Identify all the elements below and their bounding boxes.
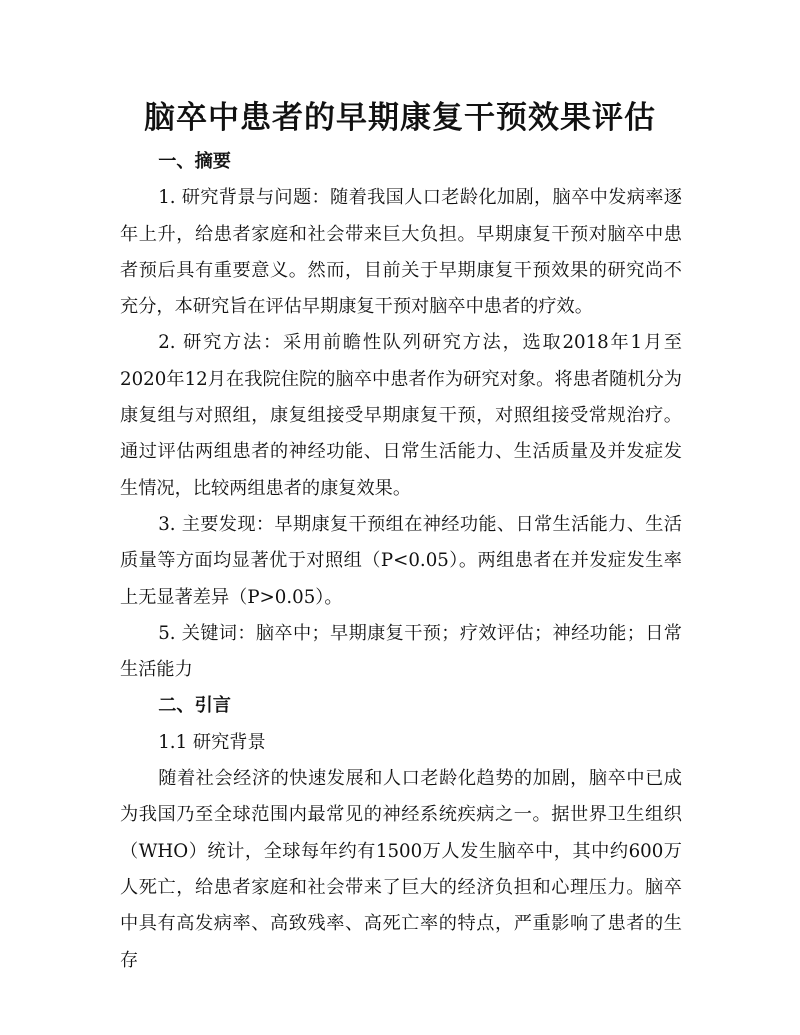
abstract-item-methods: 2. 研究方法：采用前瞻性队列研究方法，选取2018年1月至2020年12月在我院住院的脑卒中患者作为研究对象。将患者随机分为康复组与对照组，康复组接受早期康复干预，对照组接受常规治疗。通过评估两组患者的神经功能、日常生活能力、生活质量及并发症发生情况，比较两组患者的康复效果。 <box>120 332 682 499</box>
abstract-item-keywords: 5. 关键词：脑卒中；早期康复干预；疗效评估；神经功能；日常生活能力 <box>120 622 682 681</box>
section-heading-abstract: 一、摘要 <box>158 151 231 172</box>
document-body <box>120 144 682 979</box>
abstract-item-findings: 3. 主要发现：早期康复干预组在神经功能、日常生活能力、生活质量等方面均显著优于对照组（P<0.05）。两组患者在并发症发生率上无显著差异（P>0.05）。 <box>120 513 682 608</box>
abstract-item-background: 1. 研究背景与问题：随着我国人口老龄化加剧，脑卒中发病率逐年上升，给患者家庭和社会带来巨大负担。早期康复干预对脑卒中患者预后具有重要意义。然而，目前关于早期康复干预效果的研究尚不充分，本研究旨在评估早期康复干预对脑卒中患者的疗效。 <box>120 187 682 318</box>
introduction-paragraph: 随着社会经济的快速发展和人口老龄化趋势的加剧，脑卒中已成为我国乃至全球范围内最常见的神经系统疾病之一。据世界卫生组织（WHO）统计，全球每年约有1500万人发生脑卒中，其中约600万人死亡，给患者家庭和社会带来了巨大的经济负担和心理压力。脑卒中具有高发病率、高致残率、高死亡率的特点，严重影响了患者的生存 <box>120 768 682 971</box>
section-heading-introduction: 二、引言 <box>158 695 231 717</box>
document-title: 脑卒中患者的早期康复干预效果评估 <box>144 100 656 136</box>
subsection-heading-background: 1.1 研究背景 <box>158 731 266 753</box>
